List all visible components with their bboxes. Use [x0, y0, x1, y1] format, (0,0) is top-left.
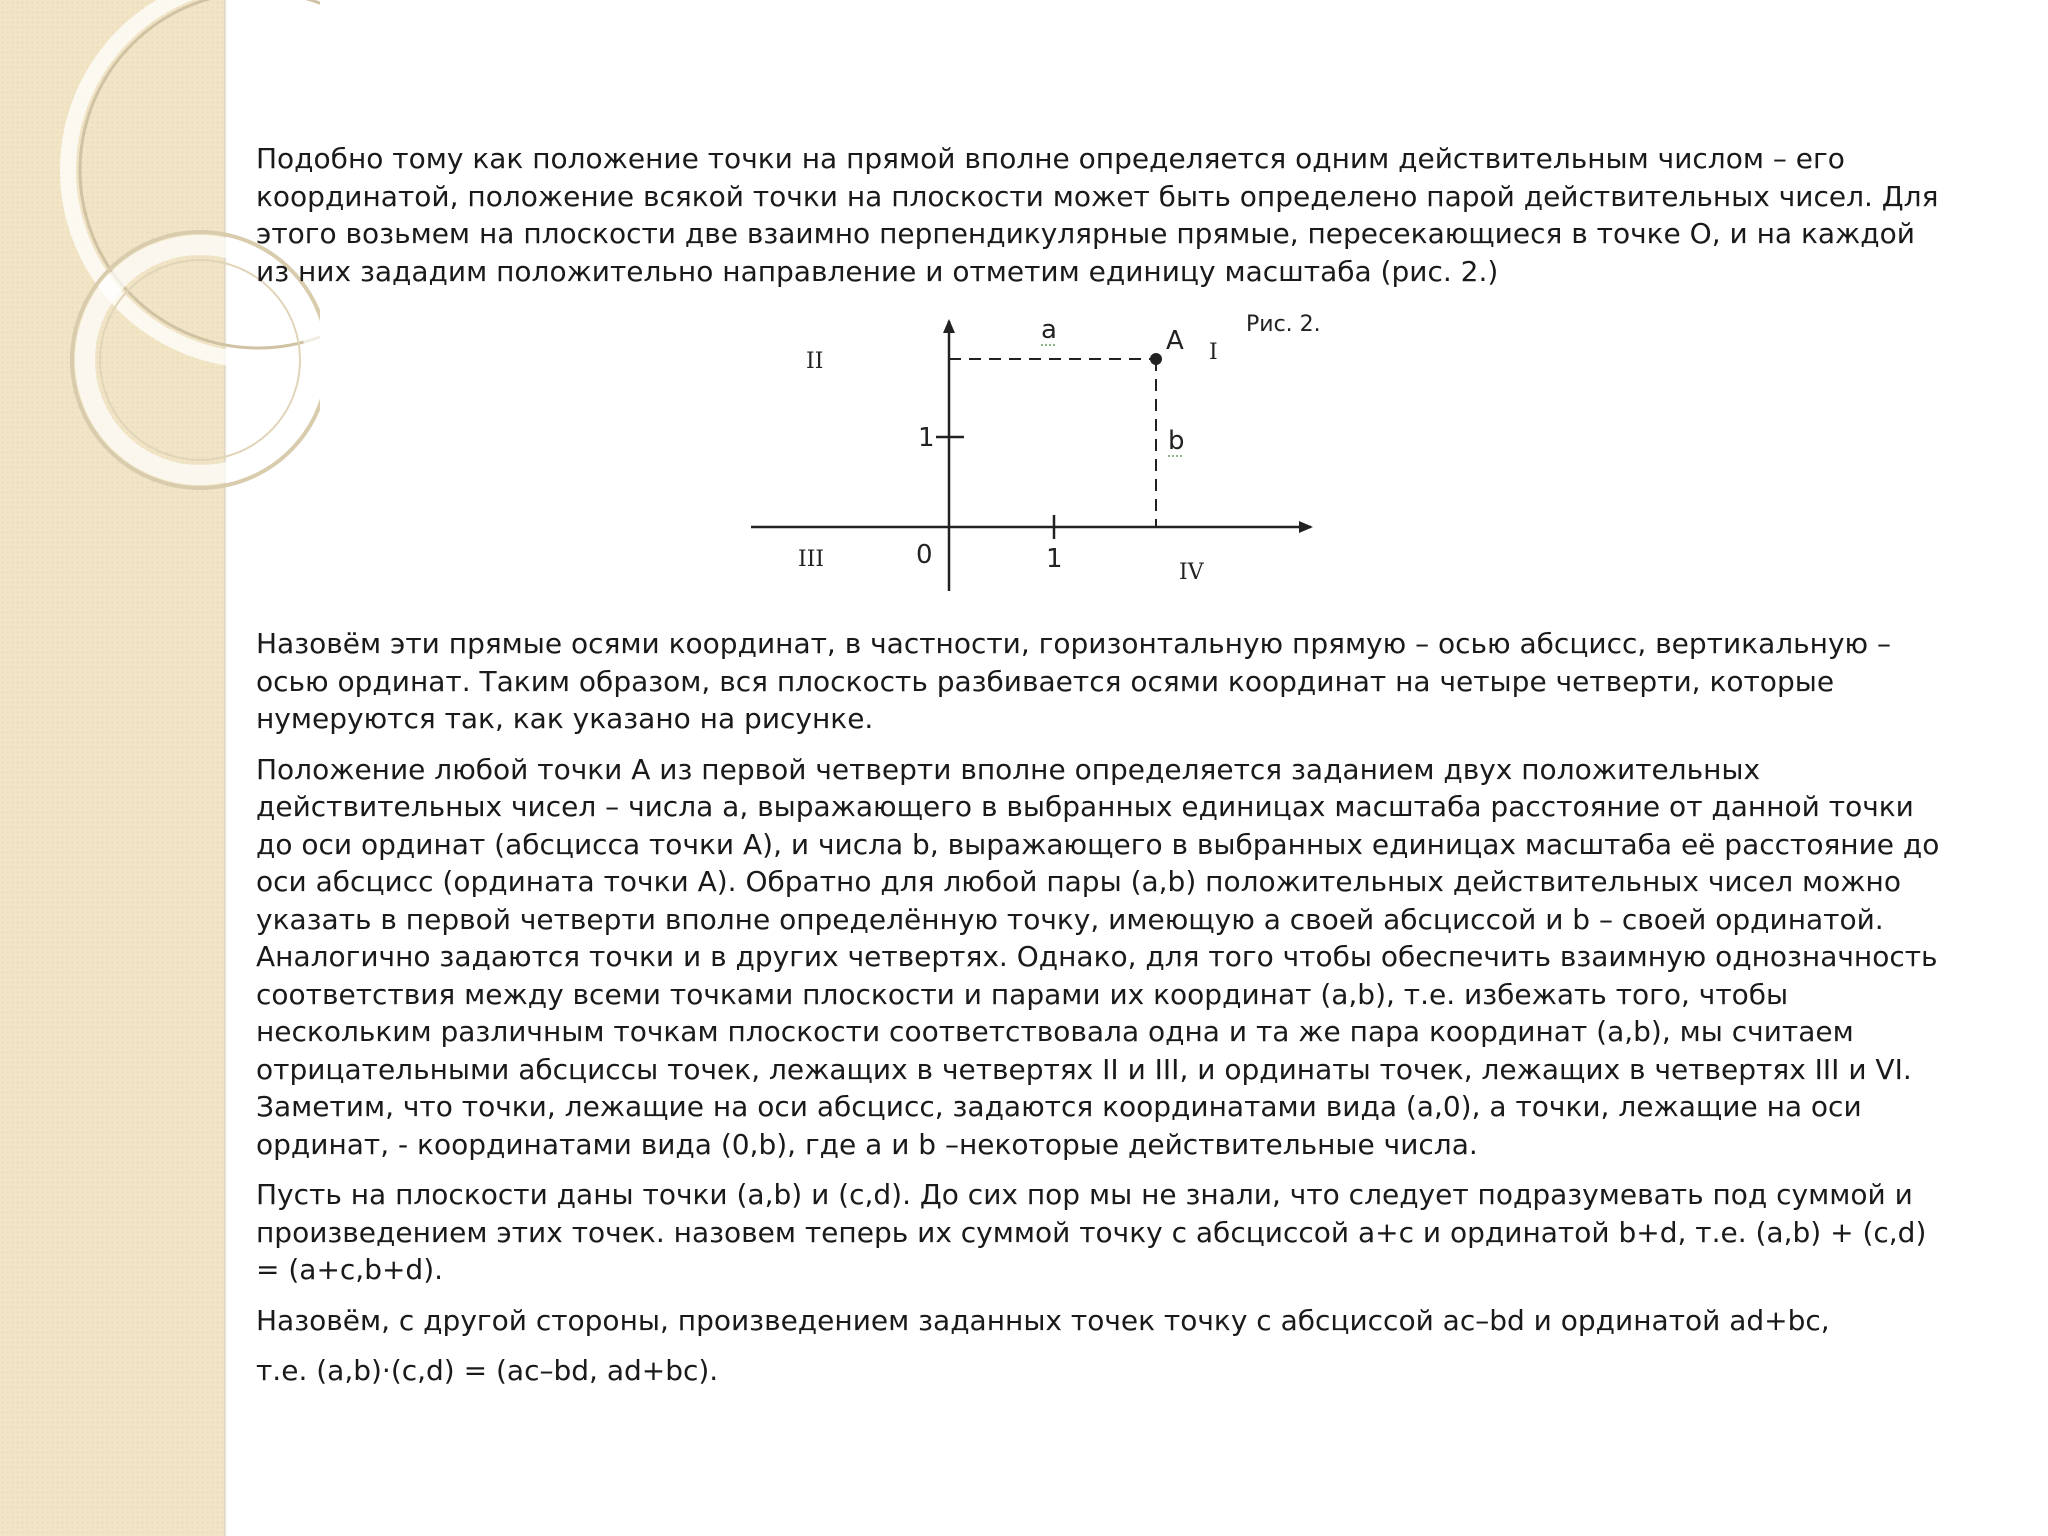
paragraph-axes: Назовём эти прямые осями координат, в частности, горизонтальную прямую – осью абсцисс, вертикальную – осью ординат. Таким образом, вся плоскость разбивается осями координат на четыре четверти, которые нумеруются так, как указано на рисунке.: [256, 627, 1891, 735]
paragraph-product-formula: т.е. (a,b)·(c,d) = (ac–bd, ad+bc).: [256, 1354, 719, 1387]
paragraph-point-coordinates: Положение любой точки А из первой четверти вполне определяется заданием двух положительных действительных чисел – числа a, выражающего в выбранных единицах масштаба расстояние от данной точки до оси ординат (абсцисса точки А), и числа b, выражающего в выбранных единицах масштаба её расстояние до оси абсцисс (ордината точки А). Обратно для любой пары (a,b) положительных действительных чисел можно указать в первой четверти вполне определённую точку, имеющую a своей абсциссой и b – своей ординатой. Аналогично задаются точки и в других четвертях. Однако, для того чтобы обеспечить взаимную однозначность соответствия между всеми точками плоскости и парами их координат (a,b), т.е. избежать того, чтобы нескольким различным точкам плоскости соответствовала одна и та же пара координат (a,b), мы считаем отрицательными абсциссы точек, лежащих в четвертях II и III, и ординаты точек, лежащих в четвертях III и VI. Заметим, что точки, лежащие на оси абсцисс, задаются координатами вида (a,0), а точки, лежащие на оси ординат, - координатами вида (0,b), где a и b –некоторые действительные числа.: [256, 752, 1940, 1161]
coordinate-diagram: [736, 301, 1356, 621]
point-a-marker: [1150, 353, 1162, 365]
origin-label: 0: [916, 540, 933, 570]
figure-caption: Рис. 2.: [1246, 312, 1321, 337]
paragraph-product: Назовём, с другой стороны, произведением заданных точек точку с абсциссой ac–bd и ординатой ad+bc,: [256, 1303, 1830, 1337]
label-a: a: [1041, 315, 1057, 345]
point-label-a: A: [1166, 326, 1184, 356]
paragraph-intro: Подобно тому как положение точки на прямой вполне определяется одним действительным числом – его координатой, положение всякой точки на плоскости может быть определено парой действительных чисел. Для этого возьмем на плоскости две взаимно перпендикулярные прямые, пересекающиеся в точке О, и на каждой из них зададим положительно направление и отметим единицу масштаба (рис. 2.): [256, 142, 1939, 288]
slide-content: [256, 140, 1956, 1403]
quadrant-IV-label: IV: [1179, 560, 1204, 585]
tick-y-label: 1: [918, 423, 935, 453]
label-b: b: [1168, 426, 1185, 456]
tick-x-label: 1: [1046, 544, 1063, 574]
quadrant-II-label: II: [806, 349, 824, 374]
paragraph-sum: Пусть на плоскости даны точки (a,b) и (c,d). До сих пор мы не знали, что следует подразумевать под суммой и произведением этих точек. назовем теперь их суммой точку с абсциссой a+c и ординатой b+d, т.е. (a,b) + (c,d) = (a+c,b+d).: [256, 1178, 1927, 1286]
figure-2: [256, 301, 1956, 621]
quadrant-I-label: I: [1209, 340, 1218, 365]
quadrant-III-label: III: [798, 547, 825, 572]
